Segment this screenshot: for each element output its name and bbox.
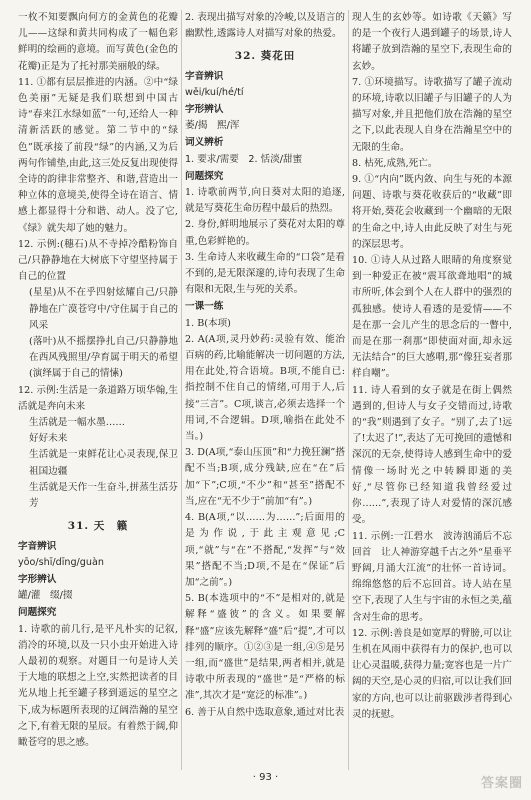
answer-key-page [14, 10, 517, 770]
section-heading: 字音辨识 [18, 540, 57, 552]
answer-paragraph: 10. ①诗人从过路人眼睛的角度察觉到一种爱正在被“震耳欲聋地唱”的城市所听,体会到个人在人群中的强烈的孤独感。使诗人看透的是爱情——不是在那一会儿产生的思念后的一瞥中,而是在那一刹那“即使面对面,却永远无法结合”的巨大感喟,那“像狂妄者那样自嘲”。 [352, 255, 512, 380]
answer-paragraph: 3. 生命诗人来收藏生命的“口袋”是看不到的,是无限深邃的,诗句表现了生命有限和无限,生与死的关系。 [185, 251, 345, 296]
answer-paragraph: 现人生的玄妙等。如诗歌《天籁》写的是一个夜行人遇到罐子的场景,诗人将罐子放到浩瀚的星空下,表现生命的玄妙。 [352, 12, 512, 72]
answer-paragraph: (落叶)从不摇摆挣扎自己/只静静地在西风残照里/孕育属于明天的希望(演绎属于自己的情愫) [29, 336, 178, 380]
answer-paragraph: 8. 枯死,成熟,死亡。 [352, 157, 438, 169]
answer-paragraph: 7. ①环境描写。诗歌描写了罐子流动的环境,诗歌以旧罐子与旧罐子的人为描写对象,并且把他们放在浩瀚的星空之下,以此表现人自身在浩瀚星空中的无限的生命。 [352, 76, 512, 153]
answer-paragraph: 生活就是天作一生奋斗,拼蒸生活芬芳 [29, 481, 178, 510]
section-title: 31. 天 籁 [67, 520, 129, 533]
column-divider [348, 10, 349, 770]
answer-paragraph: 2. 表现出描写对象的冷峻,以及语言的幽默性,透露诗人对描写对象的热爱。 [185, 12, 345, 40]
answer-paragraph: (星星)从不在乎四射炫耀自己/只静静地在广漠苍穹中/守住属于自己的风采 [29, 287, 178, 331]
answer-paragraph: 5. B(本选项中的“不”是相对的,就是解释“盛彼”的含义。如果要解释“盛”应该先解释“盛”后“提”,才可以排列的顺序。①②③是一组,④⑤是另一组,而“盛世”是结果,两者相并,就是诗歌中所表现的“盛世”是“严格的标准”,其次才是“宽泛的标准”。) [185, 593, 345, 702]
answer-paragraph: 罐/灌 缀/掇 [18, 590, 73, 602]
page-number: · 93 · [252, 772, 279, 783]
answer-paragraph: 1. 诗歌前两节,向日葵对太阳的追逐,就是写葵花生命历程中最后的热烈。 [185, 187, 345, 215]
answer-paragraph: wěi/kuí/hé/tí [185, 86, 244, 98]
column-right [352, 10, 512, 770]
section-title: 32. 葵花田 [234, 50, 296, 63]
section-heading: 字形辨认 [185, 104, 224, 116]
column-divider [181, 10, 182, 770]
answer-paragraph: 一枚不知要飘向何方的金黄色的花瓣儿——这绿和黄共同构成了一幅色彩鲜明的绘画的意境。而写黄色(金色的花瓣)正是为了托衬那美丽般的绿。 [18, 12, 178, 72]
answer-paragraph: 11. 示例:一江碧水 波涛汹涌后不忘回首 让人神游穿越千古之外“星垂平野阔,月涌大江流”的壮怀一首诗词。绵绵悠悠的后不忘回首。诗人站在星空下,表现了人生与宇宙的永恒之美,蕴含对生命的思考。 [352, 530, 512, 623]
answer-paragraph: 1. 诗歌的前几行,是平凡朴实的记叙,消冷的环境,以及一只小虫开始进入诗人最初的观察。对题目一句是诗人关于大地的联想之上空,实然把读者的目光从地上托至罐子移到遥远的星空之下,成为标题所表现的辽阔浩瀚的星空之下,有着无限的星辰。有着然于阔,仰瞰苍穹的思之感。 [18, 623, 178, 748]
section-heading: 字音辨识 [185, 70, 224, 82]
answer-paragraph: 12. 示例:生活是一条道路万顷华翰,生活就是奔向未来 [18, 384, 178, 412]
section-heading: 问题探究 [18, 607, 57, 619]
answer-paragraph: yōo/shī/dīng/guàn [18, 556, 104, 568]
answer-paragraph: 萎/揭 熙/浑 [185, 120, 240, 132]
answer-paragraph: 1. B(本项) [185, 317, 231, 329]
answer-paragraph: 1. 要求/需要 2. 恬淡/甜蜜 [185, 153, 303, 165]
answer-paragraph: 2. A(A项,灵丹妙药:灵验有效、能治百病的药,比喻能解决一切问题的方法,用在此处,符合语境。B项,不能自已:指控制不住自己的情绪,可用于人,后接“三言”。C项,谈言,必须去选择一个用词,不合逻辑。D项,喻指在此处不当。) [185, 333, 345, 443]
answer-paragraph: 12. 示例:善良是如宽厚的臂膀,可以让生机在风雨中获得有力的保护,也可以让心灵温暖,获得力量;宽容也是一片广阔的天空,是心灵的归宿,可以让我们回家的方向,也可以让前驱跋涉者得到心灵的抚慰。 [352, 627, 512, 720]
answer-paragraph: 11. ①都有层层推进的内涵。②中“绿色美丽”无疑是我们联想到中国古诗“春来江水绿如蓝”一句,还给人一种清新活跃的感觉。第二节中的“绿色”既承接了前段“绿”的内涵,又为后两句作铺垫,由此,这三处反复出现使得全诗的韵律非常整齐、和谐,营造出一种立体的意境美,使得全诗在语言、情感上都显得十分和谐、动人。没了它,《绿》就失却了她的魅力。 [18, 76, 178, 234]
answer-paragraph: 11. 诗人看到的女子就是在街上偶然遇到的,但诗人与女子交错而过,诗歌的“我”则遇到了女子。“别了,去了!远了!太迟了!”,表达了无可挽回的遗憾和深沉的无奈,使得诗人感到生命中的爱情像一场时光之中转瞬即逝的美好,“尽管你已经知道我曾经爱过你……”,表现了诗人对爱情的深沉感受。 [352, 384, 512, 526]
watermark-logo: 答案圈 [480, 776, 523, 791]
answer-paragraph: 生活就是一束鲜花让心灵表现,保卫祖国边疆 [29, 449, 178, 477]
answer-paragraph: 3. D(A项,“泰山压顶”和“力挽狂澜”搭配不当;B项,成分残缺,应在“在”后加“下”;C项,“不少”和“甚至”搭配不当,应在“无不少于”前加“有”。) [185, 447, 345, 507]
section-heading: 字形辨认 [18, 573, 57, 585]
answer-paragraph: 好好未来 [29, 433, 68, 445]
answer-paragraph: 6. 善于从自然中选取意象,通过对比表 [185, 706, 345, 718]
answer-paragraph: 生活就是一幅水墨…… [29, 417, 125, 429]
column-middle [185, 10, 345, 770]
section-heading: 词义辨析 [185, 137, 224, 149]
section-heading: 问题探究 [185, 170, 224, 182]
section-heading: 一课一练 [185, 301, 224, 313]
answer-paragraph: 12. 示例:(穗石)从不寺掉冷酷粉饰自己/只静静地在大树底下守望坚持属于自己的位置 [18, 238, 178, 283]
answer-paragraph: 4. B(A项,“以……为……”;后面用的是为作说,于此主观意见;C项,“就”与“在”不搭配,“发挥”与“效果”搭配不当;D项,不是在“保证”后加“之前”。) [185, 512, 345, 588]
column-left [18, 10, 178, 770]
answer-paragraph: 9. ①“内向”既内敛、向生与死的本源问题、诗歌与葵花收获后的“收藏”即将开始,葵花会收藏到一个幽暗的无限的生命之中,诗人由此反映了对生与死的深层思考。 [352, 174, 512, 250]
answer-paragraph: 2. 身份,鲜明地展示了葵花对太阳的尊重,色彩鲜艳的。 [185, 219, 345, 247]
